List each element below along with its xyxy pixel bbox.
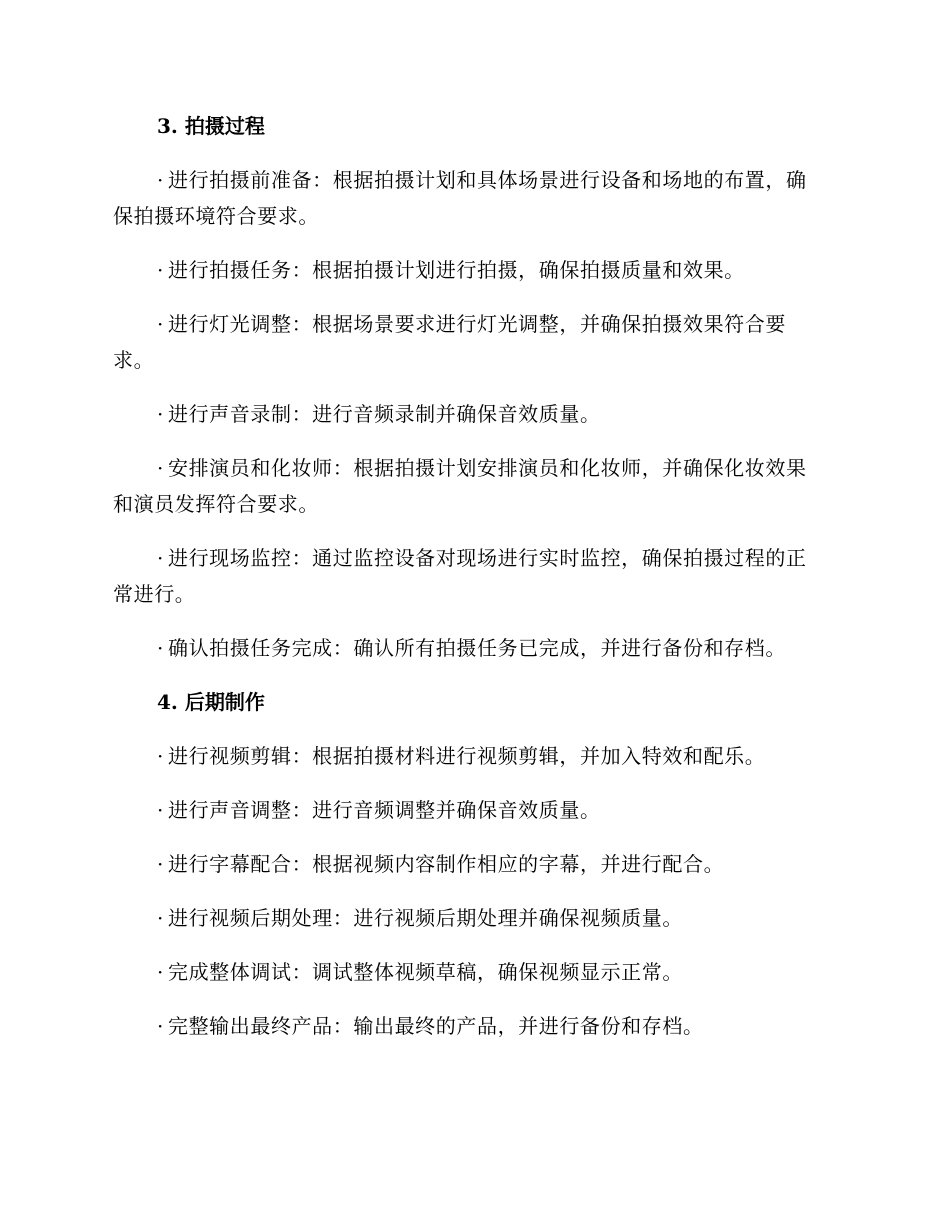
list-item	[113, 450, 825, 522]
bullet-icon: ·	[157, 960, 164, 984]
item-text: 进行声音录制：进行音频录制并确保音效质量。	[167, 402, 601, 426]
item-text: 进行视频剪辑：根据拍摄材料进行视频剪辑，并加入特效和配乐。	[167, 744, 766, 768]
item-text: 确认拍摄任务完成：确认所有拍摄任务已完成，并进行备份和存档。	[167, 636, 786, 660]
list-item	[113, 792, 825, 828]
document-body	[113, 108, 825, 1062]
bullet-icon: ·	[157, 258, 164, 282]
list-item	[113, 396, 825, 432]
item-text: 进行拍摄任务：根据拍摄计划进行拍摄，确保拍摄质量和效果。	[167, 258, 745, 282]
bullet-icon: ·	[157, 312, 164, 336]
list-item	[113, 1008, 825, 1044]
item-text: 进行灯光调整：根据场景要求进行灯光调整，并确保拍摄效果符合要求。	[113, 312, 786, 372]
list-item	[113, 162, 825, 234]
bullet-icon: ·	[157, 636, 164, 660]
bullet-icon: ·	[157, 798, 164, 822]
list-item	[113, 630, 825, 666]
bullet-icon: ·	[157, 1014, 164, 1038]
item-text: 进行拍摄前准备：根据拍摄计划和具体场景进行设备和场地的布置，确保拍摄环境符合要求。	[113, 168, 807, 228]
list-item	[113, 252, 825, 288]
list-item	[113, 540, 825, 612]
section-heading-shooting: 3. 拍摄过程	[157, 114, 265, 138]
bullet-icon: ·	[157, 852, 164, 876]
list-item	[113, 306, 825, 378]
list-item	[113, 900, 825, 936]
item-text: 进行字幕配合：根据视频内容制作相应的字幕，并进行配合。	[167, 852, 725, 876]
item-text: 安排演员和化妆师：根据拍摄计划安排演员和化妆师，并确保化妆效果和演员发挥符合要求。	[113, 456, 807, 516]
bullet-icon: ·	[157, 906, 164, 930]
item-text: 进行声音调整：进行音频调整并确保音效质量。	[167, 798, 601, 822]
bullet-icon: ·	[157, 744, 164, 768]
bullet-icon: ·	[157, 546, 164, 570]
bullet-icon: ·	[157, 168, 164, 192]
list-item	[113, 738, 825, 774]
item-text: 进行视频后期处理：进行视频后期处理并确保视频质量。	[167, 906, 683, 930]
bullet-icon: ·	[157, 456, 164, 480]
section-heading-post-production: 4. 后期制作	[157, 690, 265, 714]
item-text: 完整输出最终产品：输出最终的产品，并进行备份和存档。	[167, 1014, 704, 1038]
item-text: 进行现场监控：通过监控设备对现场进行实时监控，确保拍摄过程的正常进行。	[113, 546, 807, 606]
item-text: 完成整体调试：调试整体视频草稿，确保视频显示正常。	[167, 960, 683, 984]
list-item	[113, 846, 825, 882]
list-item	[113, 954, 825, 990]
bullet-icon: ·	[157, 402, 164, 426]
